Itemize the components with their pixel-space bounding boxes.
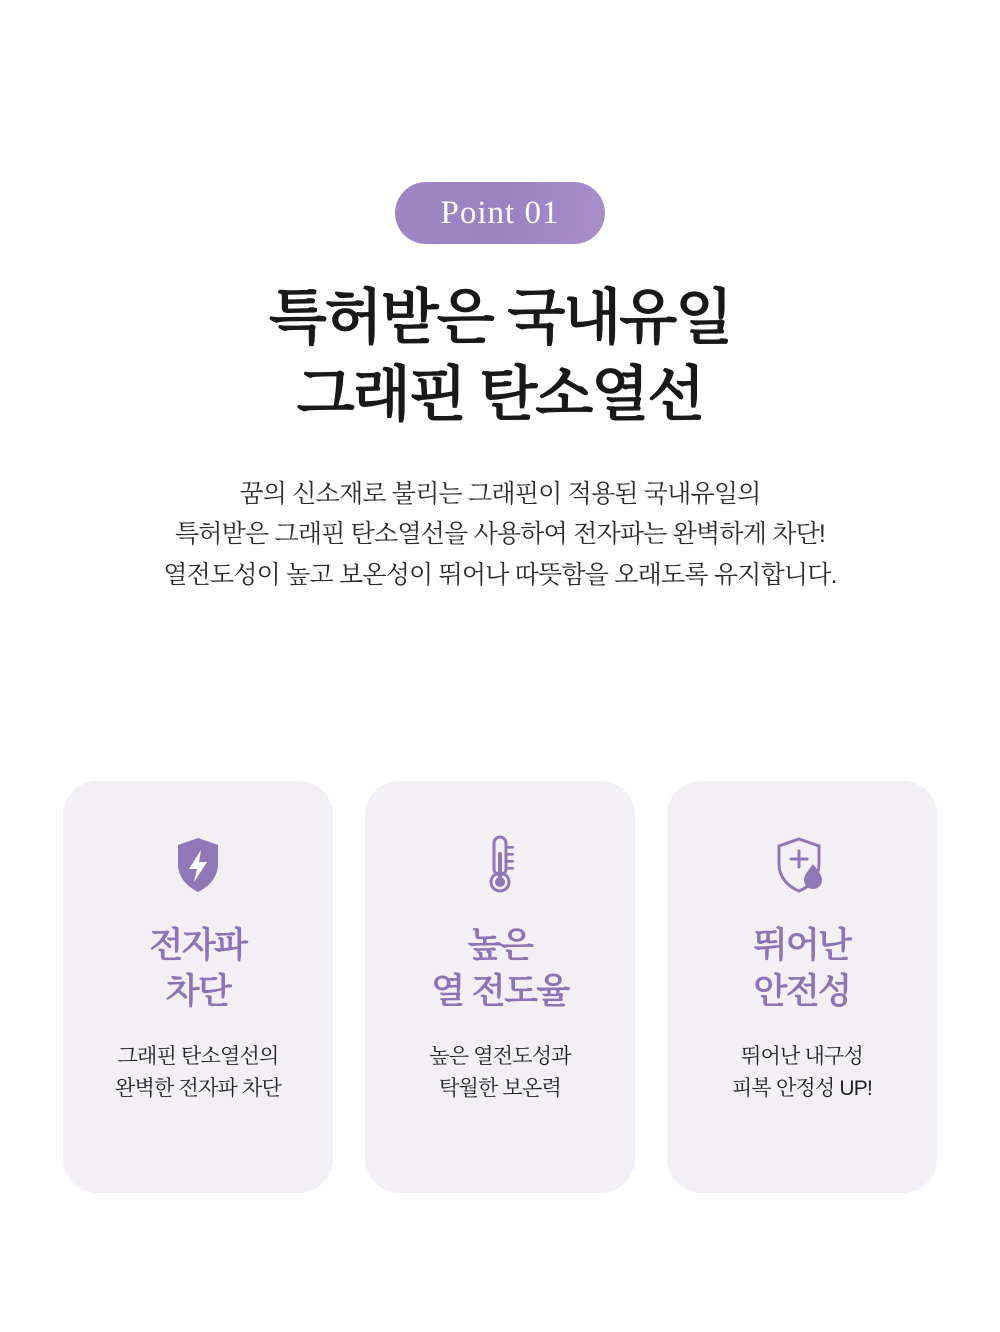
- page-title-line-2: 그래핀 탄소열선: [296, 360, 704, 428]
- point-badge: Point 01: [395, 182, 605, 244]
- description: [0, 474, 1000, 596]
- feature-card-title: [431, 923, 568, 1015]
- feature-card-body: [732, 1041, 872, 1105]
- shield-bolt-icon: [175, 829, 221, 901]
- shield-drop-icon: [775, 829, 829, 901]
- feature-card-title-line-1: 높은: [467, 926, 533, 965]
- description-line-1: 꿈의 신소재로 불리는 그래핀이 적용된 국내유일의: [239, 479, 761, 508]
- feature-card: [365, 781, 635, 1193]
- description-line-2: 특허받은 그래핀 탄소열선을 사용하여 전자파는 완벽하게 차단!: [174, 520, 826, 549]
- feature-card-title-line-2: 안전성: [753, 972, 851, 1012]
- badge-container: [0, 0, 1000, 244]
- feature-card-body-line-2: 탁월한 보온력: [439, 1077, 561, 1101]
- feature-card-title-line-1: 뛰어난: [753, 926, 851, 965]
- page-title: [0, 280, 1000, 434]
- feature-card-body-line-2: 완벽한 전자파 차단: [115, 1077, 281, 1101]
- feature-card: [667, 781, 937, 1193]
- feature-card-body: [115, 1041, 281, 1105]
- feature-card-body-line-1: 그래핀 탄소열선의: [117, 1045, 279, 1069]
- description-line-3: 열전도성이 높고 보온성이 뛰어나 따뜻함을 오래도록 유지합니다.: [163, 560, 837, 589]
- feature-card-body-line-1: 뛰어난 내구성: [741, 1045, 863, 1069]
- feature-card-title-line-1: 전자파: [149, 926, 247, 965]
- feature-card-body: [429, 1041, 570, 1105]
- feature-card-title: [150, 923, 247, 1015]
- feature-card-title-line-2: 열 전도율: [431, 972, 569, 1012]
- thermometer-icon: [483, 829, 517, 901]
- feature-card-list: [63, 781, 937, 1193]
- feature-card-title: [754, 923, 851, 1015]
- feature-card-body-line-1: 높은 열전도성과: [429, 1045, 571, 1069]
- feature-card-title-line-2: 차단: [165, 972, 231, 1012]
- feature-card: [63, 781, 333, 1193]
- page-title-line-1: 특허받은 국내유일: [268, 284, 732, 351]
- feature-card-body-line-2: 피복 안정성 UP!: [731, 1077, 873, 1101]
